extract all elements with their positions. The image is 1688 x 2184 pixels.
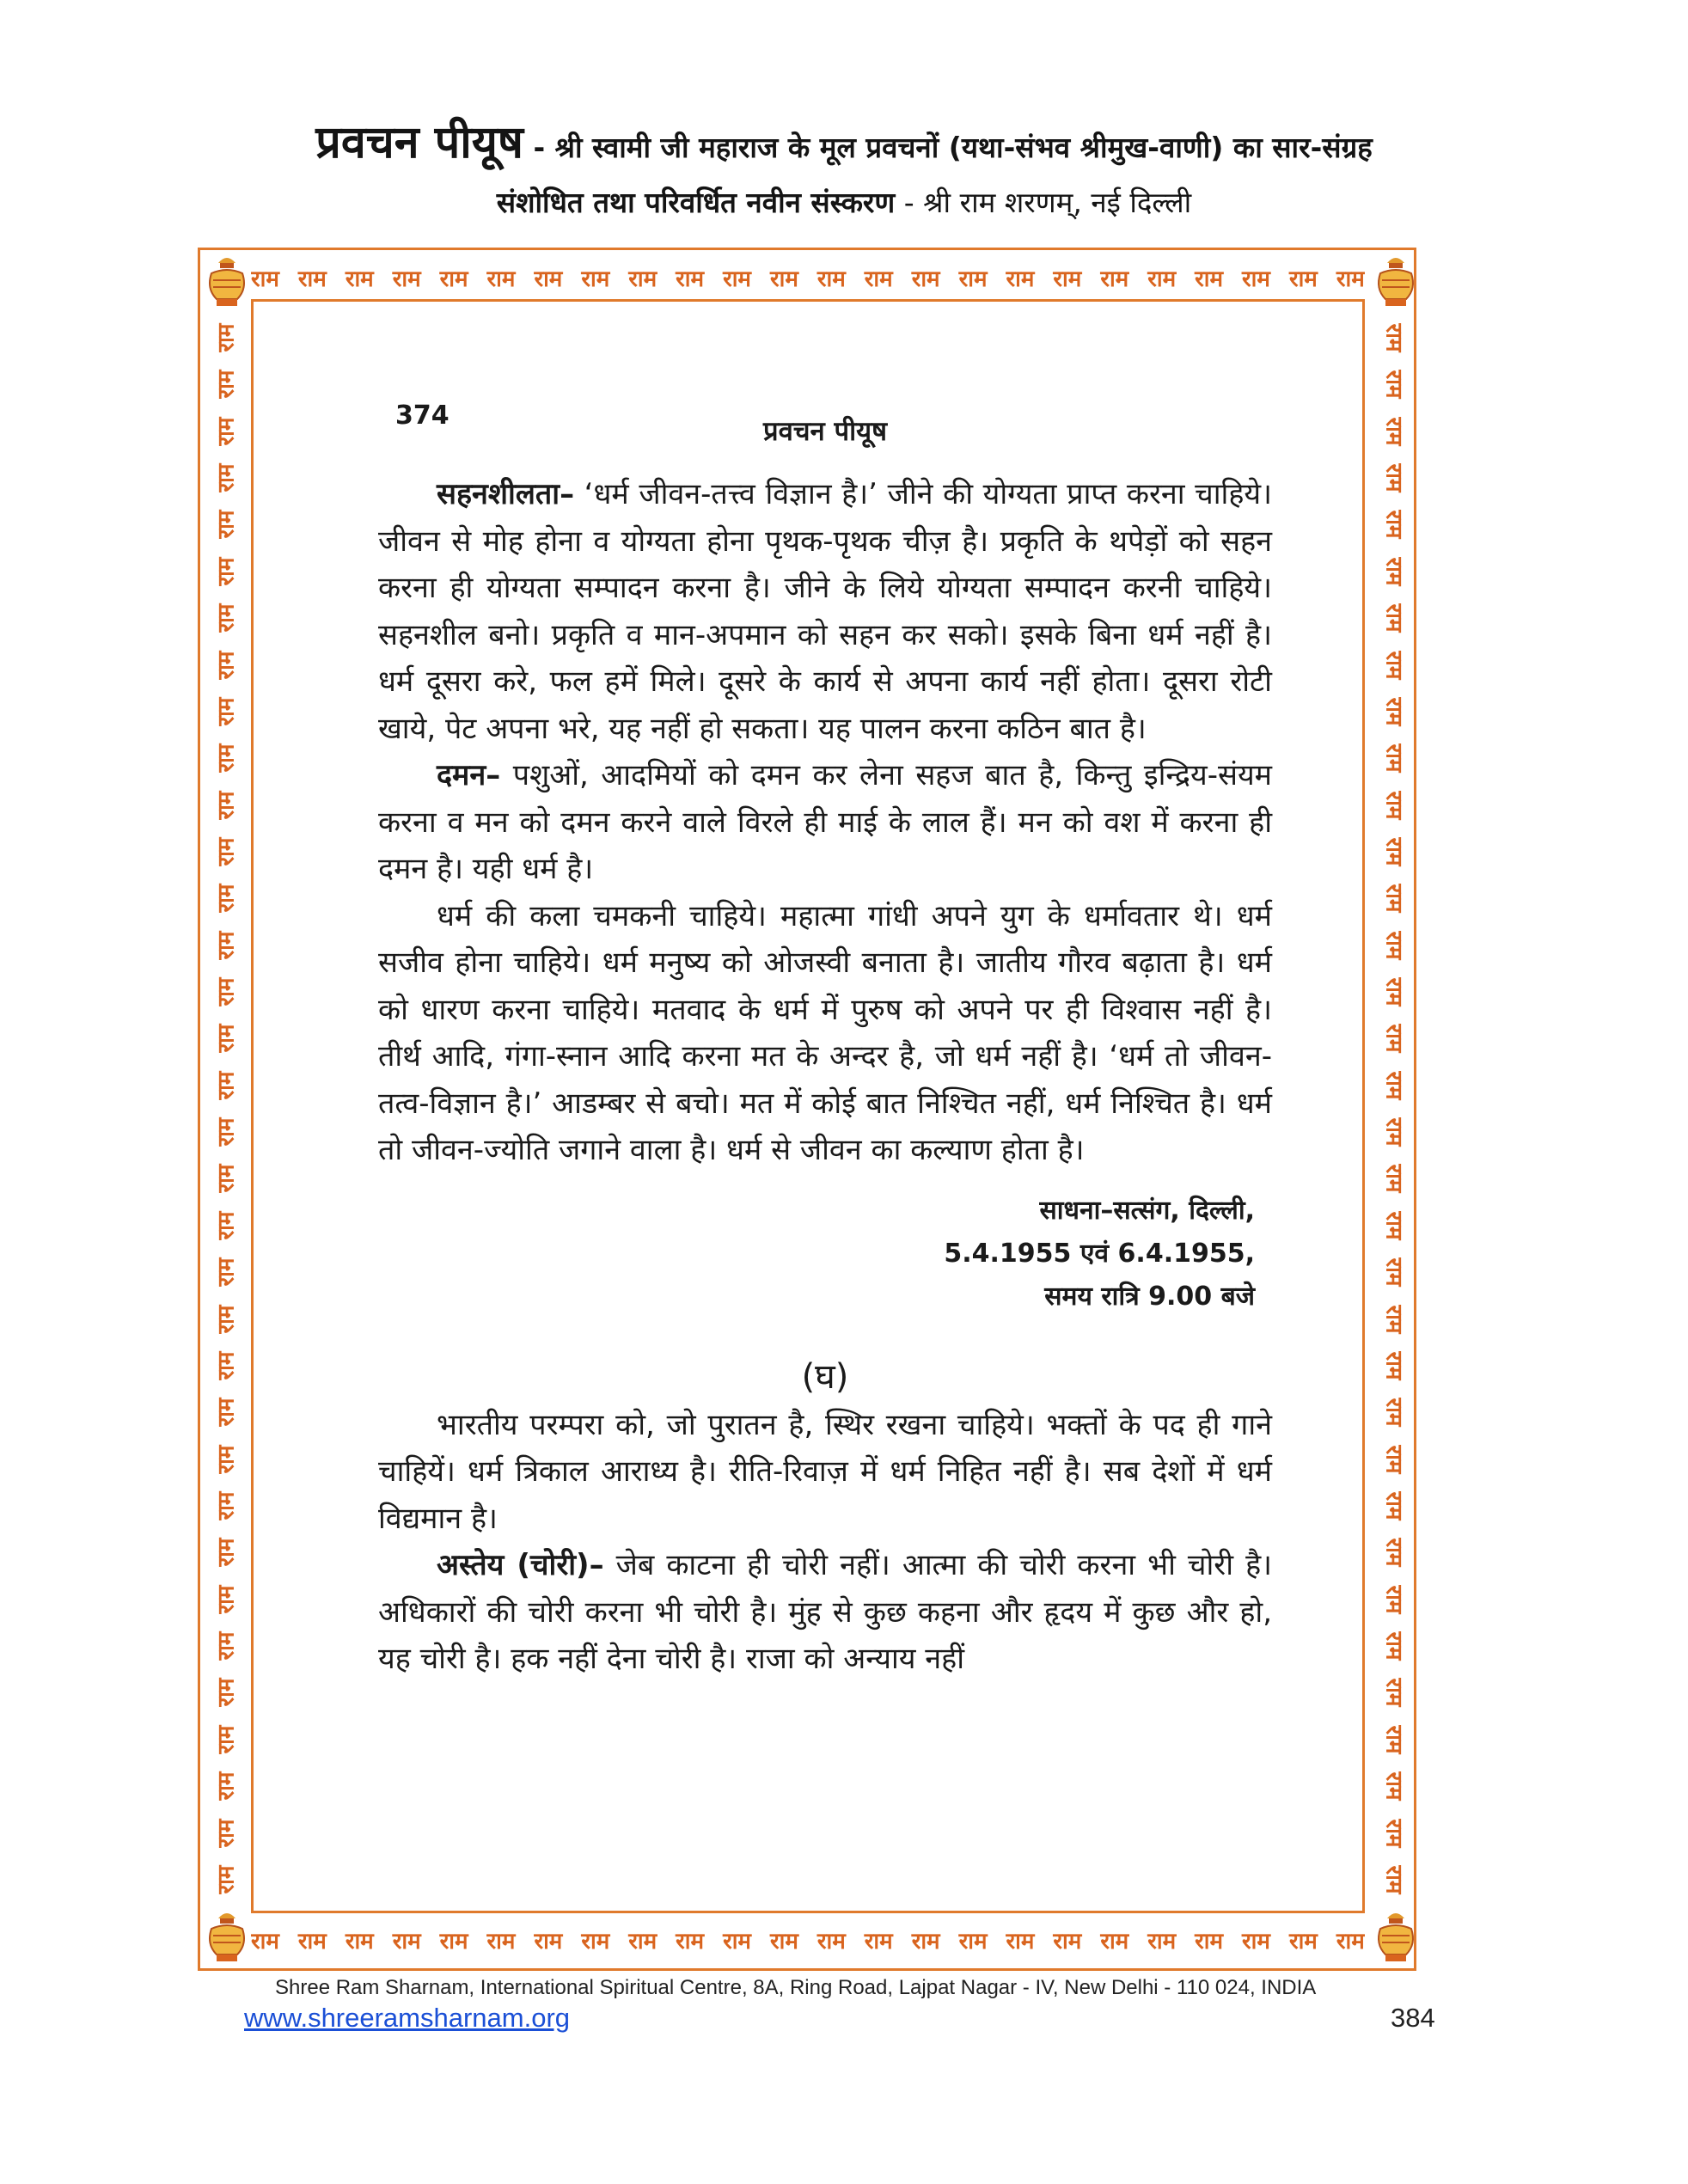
border-ram-word: राम xyxy=(958,1929,988,1955)
border-ram-word: राम xyxy=(958,266,988,292)
border-ram-left xyxy=(205,323,248,1894)
signature-place: साधना–सत्संग, दिल्ली, xyxy=(1039,1195,1255,1226)
border-ram-word: राम xyxy=(1288,1929,1318,1955)
paragraph-lead: सहनशीलता– xyxy=(437,477,575,511)
border-ram-word: राम xyxy=(212,884,239,913)
border-ram-word: राम xyxy=(581,266,610,292)
border-ram-word: राम xyxy=(212,1445,239,1474)
footer-page-number: 384 xyxy=(1391,2003,1435,2033)
border-ram-word: राम xyxy=(212,1771,239,1801)
border-ram-word: राम xyxy=(392,1929,421,1955)
border-ram-word: राम xyxy=(212,1398,239,1427)
border-ram-word: राम xyxy=(212,1211,239,1240)
document-title xyxy=(0,110,1688,171)
website-link[interactable]: www.shreeramsharnam.org xyxy=(244,2003,571,2033)
border-ram-word: राम xyxy=(212,1538,239,1567)
border-ram-word: राम xyxy=(1100,1929,1129,1955)
border-ram-word: राम xyxy=(345,266,374,292)
kalash-icon xyxy=(203,251,251,311)
border-ram-word: राम xyxy=(212,417,239,446)
border-ram-word: राम xyxy=(251,266,279,292)
border-ram-word: राम xyxy=(1242,1929,1270,1955)
border-ram-right xyxy=(1372,323,1415,1894)
border-ram-word: राम xyxy=(251,1929,279,1955)
subtitle-edition: संशोधित तथा परिवर्धित नवीन संस्करण xyxy=(496,186,896,219)
border-ram-word: राम xyxy=(1379,603,1406,633)
footer-address: Shree Ram Sharnam, International Spiritual Centre, 8A, Ring Road, Lajpat Nagar - IV, New Delhi - 110 024, INDIA xyxy=(275,1976,1317,1999)
border-ram-word: राम xyxy=(1336,266,1365,292)
paragraph-text: जेब काटना ही चोरी नहीं। आत्मा की चोरी करना भी चोरी है। अधिकारों की चोरी करना भी चोरी है। मुंह से कुछ कहना और हृदय में कुछ और हो, यह चोरी है। हक नहीं देना चोरी है। राजा को अन्याय नहीं xyxy=(378,1548,1273,1676)
kalash-icon xyxy=(1372,251,1420,311)
border-ram-word: राम xyxy=(864,1929,893,1955)
border-ram-word: राम xyxy=(212,1117,239,1147)
border-ram-word: राम xyxy=(1379,1305,1406,1334)
border-ram-word: राम xyxy=(297,266,327,292)
border-ram-word: राम xyxy=(1379,977,1406,1006)
border-ram-word: राम xyxy=(911,1929,940,1955)
border-ram-word: राम xyxy=(1379,1585,1406,1614)
border-ram-word: राम xyxy=(1006,1929,1035,1955)
border-ram-word: राम xyxy=(581,1929,610,1955)
paragraph-text: ‘धर्म जीवन-तत्त्व विज्ञान है।’ जीने की योग्यता प्राप्त करना चाहिये। जीवन से मोह होना व योग्यता होना पृथक-पृथक चीज़ है। प्रकृति के थपेड़ों को सहन करना ही योग्यता सम्पादन करना है। जीने के लिये योग्यता सम्पादन करनी चाहिये। सहनशील बनो। प्रकृति व मान-अपमान को सहन कर सको। इसके बिना धर्म नहीं है। धर्म दूसरा करे, फल हमें मिले। दूसरे के कार्य से अपना कार्य नहीं होता। दूसरा रोटी खाये, पेट अपना भरे, यह नहीं हो सकता। यह पालन करना कठिन बात है। xyxy=(378,477,1272,746)
border-ram-word: राम xyxy=(1100,266,1129,292)
border-ram-word: राम xyxy=(1379,1117,1406,1147)
border-ram-word: राम xyxy=(212,603,239,633)
border-ram-word: राम xyxy=(1379,1865,1406,1894)
border-ram-word: राम xyxy=(1379,370,1406,399)
signature-time: समय रात्रि 9.00 बजे xyxy=(1044,1281,1255,1312)
kalash-icon xyxy=(1372,1906,1420,1967)
kalash-icon xyxy=(203,1906,251,1967)
border-ram-word: राम xyxy=(769,266,798,292)
border-ram-word: राम xyxy=(212,1585,239,1614)
border-ram-word: राम xyxy=(212,977,239,1006)
border-ram-word: राम xyxy=(345,1929,374,1955)
border-ram-word: राम xyxy=(676,1929,705,1955)
border-ram-word: राम xyxy=(212,323,239,352)
border-ram-word: राम xyxy=(1379,1445,1406,1474)
border-ram-word: राम xyxy=(1379,1211,1406,1240)
border-ram-word: राम xyxy=(1379,651,1406,679)
border-ram-top xyxy=(251,256,1365,299)
border-ram-word: राम xyxy=(212,1491,239,1520)
border-ram-word: राम xyxy=(1379,463,1406,492)
border-ram-word: राम xyxy=(212,1865,239,1894)
border-ram-word: राम xyxy=(1379,1725,1406,1754)
paragraph-text: धर्म की कला चमकनी चाहिये। महात्मा गांधी अपने युग के धर्मावतार थे। धर्म सजीव होना चाहिये। धर्म मनुष्य को ओजस्वी बनाता है। जातीय गौरव बढ़ाता है। धर्म को धारण करना चाहिये। मतवाद के धर्म में पुरुष को अपने पर ही विश्वास नहीं है। तीर्थ आदि, गंगा-स्नान आदि करना मत के अन्दर है, जो धर्म नहीं है। ‘धर्म तो जीवन-तत्व-विज्ञान है।’ आडम्बर से बचो। मत में कोई बात निश्चित नहीं, धर्म निश्चित है। धर्म तो जीवन-ज्योति जगाने वाला है। धर्म से जीवन का कल्याण होता है। xyxy=(378,898,1272,1167)
document-subtitle xyxy=(0,182,1688,221)
border-ram-word: राम xyxy=(486,266,516,292)
paragraph xyxy=(378,1402,1272,1543)
border-ram-word: राम xyxy=(769,1929,798,1955)
section-heading: (घ) xyxy=(801,1356,849,1397)
scan-running-title: प्रवचन पीयूष xyxy=(762,416,888,447)
border-ram-word: राम xyxy=(1379,697,1406,726)
border-ram-word: राम xyxy=(1379,323,1406,352)
paragraph xyxy=(378,752,1272,893)
border-ram-word: राम xyxy=(1053,266,1082,292)
border-ram-word: राम xyxy=(1242,266,1270,292)
paragraph-lead: अस्तेय (चोरी)– xyxy=(437,1548,604,1582)
border-ram-bottom xyxy=(251,1918,1365,1961)
scan-page-number: 374 xyxy=(395,401,450,431)
border-ram-word: राम xyxy=(628,1929,657,1955)
border-ram-word: राम xyxy=(1379,837,1406,866)
border-ram-word: राम xyxy=(1053,1929,1082,1955)
border-ram-word: राम xyxy=(1379,1538,1406,1567)
border-ram-word: राम xyxy=(1379,1398,1406,1427)
border-ram-word: राम xyxy=(864,266,893,292)
border-ram-word: राम xyxy=(723,266,751,292)
border-ram-word: राम xyxy=(1379,931,1406,960)
border-ram-word: राम xyxy=(212,1351,239,1380)
border-ram-word: राम xyxy=(439,266,468,292)
border-ram-word: राम xyxy=(1379,1351,1406,1380)
border-ram-word: राम xyxy=(212,931,239,960)
border-ram-word: राम xyxy=(1147,266,1177,292)
border-ram-word: राम xyxy=(212,697,239,726)
border-ram-word: राम xyxy=(1379,1165,1406,1193)
border-ram-word: राम xyxy=(212,1305,239,1334)
border-ram-word: राम xyxy=(212,1819,239,1847)
paragraph-text: भारतीय परम्परा को, जो पुरातन है, स्थिर रखना चाहिये। भक्तों के पद ही गाने चाहियें। धर्म त्रिकाल आराध्य है। रीति-रिवाज़ में धर्म निहित नहीं है। सब देशों में धर्म विद्यमान है। xyxy=(378,1407,1272,1536)
border-ram-word: राम xyxy=(1379,1771,1406,1801)
border-ram-word: राम xyxy=(676,266,705,292)
border-ram-word: राम xyxy=(212,651,239,679)
border-ram-word: राम xyxy=(816,1929,846,1955)
border-ram-word: राम xyxy=(212,1631,239,1661)
scanned-page xyxy=(378,395,1272,1683)
border-ram-word: राम xyxy=(1379,1819,1406,1847)
border-ram-word: राम xyxy=(1379,1024,1406,1053)
paragraph-text: पशुओं, आदमियों को दमन कर लेना सहज बात है, किन्तु इन्द्रिय-संयम करना व मन को दमन करने वाले विरले ही माई के लाल हैं। मन को वश में करना ही दमन है। यही धर्म है। xyxy=(378,758,1272,886)
border-ram-word: राम xyxy=(212,1071,239,1100)
border-ram-word: राम xyxy=(212,791,239,820)
border-ram-word: राम xyxy=(212,1257,239,1287)
border-ram-word: राम xyxy=(816,266,846,292)
border-ram-word: राम xyxy=(1379,1257,1406,1287)
border-ram-word: राम xyxy=(212,557,239,586)
border-ram-word: राम xyxy=(911,266,940,292)
border-ram-word: राम xyxy=(212,510,239,539)
border-ram-word: राम xyxy=(212,743,239,773)
signature-dates: 5.4.1955 एवं 6.4.1955, xyxy=(944,1238,1255,1269)
signature-block xyxy=(378,1190,1272,1318)
border-ram-word: राम xyxy=(212,370,239,399)
border-ram-word: राम xyxy=(1195,1929,1224,1955)
border-ram-word: राम xyxy=(1006,266,1035,292)
border-ram-word: राम xyxy=(212,837,239,866)
border-ram-word: राम xyxy=(212,463,239,492)
border-ram-word: राम xyxy=(212,1165,239,1193)
border-ram-word: राम xyxy=(1379,557,1406,586)
title-main: प्रवचन पीयूष xyxy=(315,117,523,168)
paragraph xyxy=(378,893,1272,1174)
border-ram-word: राम xyxy=(1379,884,1406,913)
border-ram-word: राम xyxy=(1379,743,1406,773)
border-ram-word: राम xyxy=(297,1929,327,1955)
border-ram-word: राम xyxy=(1379,791,1406,820)
border-ram-word: राम xyxy=(439,1929,468,1955)
border-ram-word: राम xyxy=(534,1929,563,1955)
paragraph xyxy=(378,1542,1272,1683)
border-ram-word: राम xyxy=(534,266,563,292)
border-ram-word: राम xyxy=(212,1678,239,1707)
border-ram-word: राम xyxy=(212,1024,239,1053)
subtitle-publisher: - श्री राम शरणम्, नई दिल्ली xyxy=(895,186,1192,219)
border-ram-word: राम xyxy=(1288,266,1318,292)
border-ram-word: राम xyxy=(1379,417,1406,446)
border-ram-word: राम xyxy=(1336,1929,1365,1955)
border-ram-word: राम xyxy=(1147,1929,1177,1955)
border-ram-word: राम xyxy=(1379,1631,1406,1661)
paragraph xyxy=(378,471,1272,752)
border-ram-word: राम xyxy=(628,266,657,292)
border-ram-word: राम xyxy=(1379,1491,1406,1520)
border-ram-word: राम xyxy=(723,1929,751,1955)
border-ram-word: राम xyxy=(212,1725,239,1754)
scan-header xyxy=(378,395,1272,447)
title-description: - श्री स्वामी जी महाराज के मूल प्रवचनों (यथा-संभव श्रीमुख-वाणी) का सार-संग्रह xyxy=(523,131,1373,164)
border-ram-word: राम xyxy=(1379,1071,1406,1100)
border-ram-word: राम xyxy=(392,266,421,292)
border-ram-word: राम xyxy=(1379,1678,1406,1707)
border-ram-word: राम xyxy=(486,1929,516,1955)
border-ram-word: राम xyxy=(1379,510,1406,539)
paragraph-lead: दमन– xyxy=(437,758,501,792)
border-ram-word: राम xyxy=(1195,266,1224,292)
